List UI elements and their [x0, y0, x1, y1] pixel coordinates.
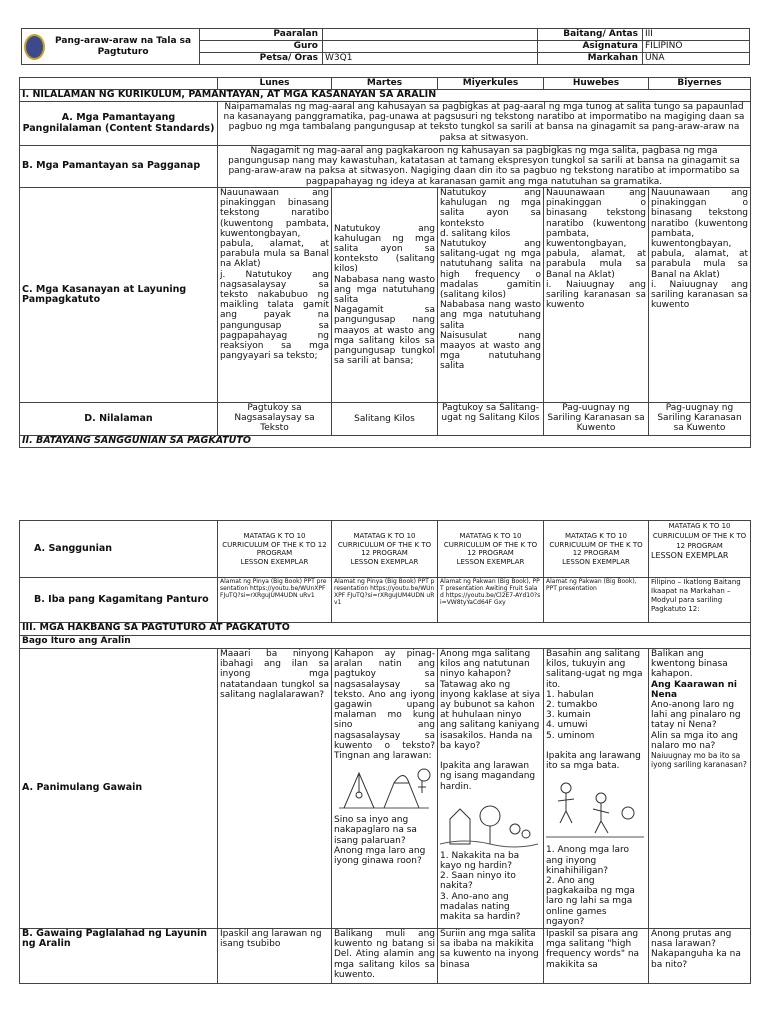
- section-2-heading: II. BATAYANG SANGGUNIAN SA PAGKATUTO: [20, 436, 751, 448]
- nilalaman-label: D. Nilalaman: [20, 403, 218, 436]
- sanggunian-huwebes: MATATAG K TO 10 CURRICULUM OF THE K TO 12 PROGRAM LESSON EXEMPLAR: [544, 521, 649, 578]
- asignatura-field[interactable]: FILIPINO: [643, 41, 750, 53]
- competencies-huwebes: Nauunawaan ang pinakinggan o binasang tekstong naratibo (kuwentong pambata, kuwentongbayan, pabula, alamat, at parabula mula sa Banal na Aklat) i. Naiuugnay ang sariling karanasan sa kuwento: [544, 188, 649, 403]
- sanggunian-biyernes-extra: LESSON EXEMPLAR: [651, 551, 729, 560]
- paaralan-label: Paaralan: [200, 29, 323, 41]
- panimulang-biyernes-questions: Ano-anong laro ng lahi ang pinalaro ng tatay ni Nena? Alin sa mga ito ang nalaro mo na?: [651, 700, 741, 751]
- iba-huwebes: Alamat ng Pakwan (Big Book), PPT presentation: [544, 578, 649, 623]
- paglalahad-huwebes: Ipaskil sa pisara ang mga salitang "high frequency words" na makikita sa: [544, 929, 649, 984]
- panimulang-huwebes: [544, 649, 649, 929]
- panimulang-martes: [332, 649, 438, 929]
- paglalahad-martes: Balikang muli ang kuwento ng batang si Del. Ating alamin ang mga salitang kilos sa kuwento.: [332, 929, 438, 984]
- competencies-label: C. Mga Kasanayan at Layuning Pampagkatuto: [20, 188, 218, 403]
- sanggunian-miyerkules: MATATAG K TO 10 CURRICULUM OF THE K TO 12 PROGRAM LESSON EXEMPLAR: [438, 521, 544, 578]
- day-lunes: Lunes: [218, 78, 332, 90]
- panimulang-lunes: Maaari ba ninyong ibahagi ang ilan sa inyong mga natatandaan tungkol sa salitang naglalarawan?: [218, 649, 332, 929]
- day-miyerkules: Miyerkules: [438, 78, 544, 90]
- panimulang-martes-intro: Kahapon ay pinag-aralan natin ang pagtukoy sa nagsasalaysay sa teksto. Ano ang iyong gagawin upang malaman mo kung sino ang nagsasalaysay sa kuwento o teksto? Tingnan ang larawan:: [334, 649, 435, 762]
- sanggunian-label: A. Sanggunian: [20, 521, 218, 578]
- competencies-lunes: Nauunawaan ang pinakinggan binasang tekstong naratibo (kuwentong pambata, kuwentongbayan, pabula, alamat, at parabula mula sa Banal na Aklat) j. Natutukoy ang nagsasalaysay sa teksto nakabubuo ng maikling talata gamit ang payak na pangungusap sa pagpapahayag ng reaksiyon sa mga pangyayari sa teksto;: [218, 188, 332, 403]
- dll-table-part1: [19, 77, 751, 448]
- paglalahad-lunes: Ipaskil ang larawan ng isang tsubibo: [218, 929, 332, 984]
- panimulang-miyerkules-questions: 1. Nakakita na ba kayo ng hardin? 2. Saan ninyo ito nakita? 3. Ano-ano ang madalas nating makita sa hardin?: [440, 850, 521, 923]
- day-huwebes: Huwebes: [544, 78, 649, 90]
- content-standards-text: Naipamamalas ng mag-aaral ang kahusayan sa pagbigkas at pag-aaral ng mga tunog at salita tungo sa papaunlad na kasanayang panggramatika, pag-unawa at pagsusuri ng tekstong naratibo at impormatibo na magiging daan sa pagbuo ng mga tambalang pangungusap at teksto tungkol sa sarili at bansa na ginagamit sa pang-araw-araw na paksa at sitwasyon.: [218, 102, 751, 146]
- iba-miyerkules: Alamat ng Pakwan (Big Book), PPT presentation Awiting Fruit Salad https://youtu.be/Cl2E7-AYd10?si=VW8tyYaCd64F Gxy: [438, 578, 544, 623]
- iba-martes: Alamat ng Pinya (Big Book) PPT presentation https://youtu.be/WUnXPF FJuTQ?si=rXRguJUM4UDN uRv1: [332, 578, 438, 623]
- baitang-label: Baitang/ Antas: [538, 29, 643, 41]
- section-3-heading: III. MGA HAKBANG SA PAGTUTURO AT PAGKATUTO: [20, 623, 751, 636]
- day-biyernes: Biyernes: [649, 78, 751, 90]
- baitang-field[interactable]: III: [643, 29, 750, 41]
- asignatura-label: Asignatura: [538, 41, 643, 53]
- panimulang-huwebes-questions: 1. Anong mga laro ang inyong kinahihiligan? 2. Ano ang pagkakaiba ng mga laro ng lahi sa mga online games ngayon?: [546, 845, 635, 927]
- petsa-field[interactable]: W3Q1: [323, 53, 538, 65]
- playground-illustration: [334, 763, 434, 813]
- paglalahad-layunin-label: B. Gawaing Paglalahad ng Layunin ng Aralin: [20, 929, 218, 984]
- sanggunian-biyernes-text: MATATAG K TO 10 CURRICULUM OF THE K TO 12 PROGRAM: [652, 522, 747, 550]
- dll-table-part2: [19, 520, 751, 984]
- sanggunian-biyernes: [649, 521, 751, 578]
- day-martes: Martes: [332, 78, 438, 90]
- competencies-biyernes: Nauunawaan ang pinakinggan o binasang tekstong naratibo (kuwentong pambata, kuwentongbayan, pabula, alamat, at parabula mula sa Banal na Aklat) i. Naiuugnay ang sariling karanasan sa kuwento: [649, 188, 751, 403]
- markahan-label: Markahan: [538, 53, 643, 65]
- paglalahad-miyerkules: Suriin ang mga salita sa ibaba na makikita sa kuwento na inyong binasa: [438, 929, 544, 984]
- panimulang-biyernes: [649, 649, 751, 929]
- markahan-field[interactable]: UNA: [643, 53, 750, 65]
- guro-field[interactable]: [323, 41, 538, 53]
- paaralan-field[interactable]: [323, 29, 538, 41]
- iba-lunes: Alamat ng Pinya (Big Book) PPT presentation https://youtu.be/WUnXPF FJuTQ?si=rXRguJUM4UDN uRv1: [218, 578, 332, 623]
- header-title: Pang-araw-araw na Tala sa Pagtuturo: [55, 35, 192, 57]
- competencies-miyerkules: Natutukoy ang kahulugan ng mga salita ayon sa konteksto d. salitang kilos Natutukoy ang salitang-ugat ng mga natutuhang salita na high frequency o madalas gamitin (salitang kilos) Nababasa nang wasto ang mga natutuhang salita Naisusulat nang maayos at wasto ang mga natutuhang salita: [438, 188, 544, 403]
- deped-seal-icon: [24, 34, 45, 60]
- petsa-label: Petsa/ Oras: [200, 53, 323, 65]
- content-standards-label: A. Mga Pamantayang Pangnilalaman (Content Standards): [20, 102, 218, 146]
- iba-pang-kagamitan-label: B. Iba pang Kagamitang Panturo: [20, 578, 218, 623]
- nilalaman-miyerkules: Pagtukoy sa Salitang-ugat ng Salitang Kilos: [438, 403, 544, 436]
- panimulang-miyerkules: [438, 649, 544, 929]
- panimulang-martes-questions: Sino sa inyo ang nakapaglaro na sa isang palaruan? Anong mga laro ang iyong ginawa roon?: [334, 815, 426, 867]
- panimulang-miyerkules-intro: Anong mga salitang kilos ang natutunan ninyo kahapon? Tatawag ako ng inyong kaklase at siya ay bubunot sa kahon at huhulaan ninyo ang salitang kaniyang isasakilos. Handa na ba kayo? Ipakita ang larawan ng isang magandang hardin.: [440, 649, 541, 792]
- story-title: Ang Kaarawan ni Nena: [651, 679, 738, 700]
- paglalahad-biyernes: Anong prutas ang nasa larawan? Nakapanguha ka na ba nito?: [649, 929, 751, 984]
- nilalaman-huwebes: Pag-uugnay ng Sariling Karanasan sa Kuwento: [544, 403, 649, 436]
- header-title-cell: [22, 29, 200, 65]
- corner-cell: [20, 78, 218, 90]
- garden-illustration: [440, 794, 538, 849]
- section-1-heading: I. NILALAMAN NG KURIKULUM, PAMANTAYAN, AT MGA KASANAYAN SA ARALIN: [20, 90, 751, 102]
- sanggunian-martes: MATATAG K TO 10 CURRICULUM OF THE K TO 12 PROGRAM LESSON EXEMPLAR: [332, 521, 438, 578]
- nilalaman-martes: Salitang Kilos: [332, 403, 438, 436]
- nilalaman-lunes: Pagtukoy sa Nagsasalaysay sa Teksto: [218, 403, 332, 436]
- performance-standards-text: Nagagamit ng mag-aaral ang pagkakaroon ng kahusayan sa pagbigkas ng mga salita, pagbasa ng mga pangungusap nang may kawastuhan, katatasan at tamang ekspresyon tungkol sa sarili at bansa na ginagamit sa pang-araw-araw na paksa at sitwasyon. Nagiging daan din ito sa pagbuo ng tekstong naratibo at impormatibo sa pagpapahayag ng ideya at karanasan gamit ang mga natutuhan sa gramatika.: [218, 146, 751, 188]
- panimulang-biyernes-intro: Balikan ang kwentong binasa kahapon.: [651, 649, 728, 680]
- bago-ituro-heading: Bago Ituro ang Aralin: [20, 636, 751, 649]
- performance-standards-label: B. Mga Pamantayan sa Pagganap: [20, 146, 218, 188]
- iba-biyernes: Filipino – Ikatlong Baitang Ikaapat na Markahan – Modyul para sariling Pagkatuto 12:: [649, 578, 751, 623]
- competencies-martes: Natutukoy ang kahulugan ng mga salita ayon sa konteksto (salitang kilos) Nababasa nang wasto ang mga natutuhang salita Nagagamit sa pangungusap nang maayos at wasto ang mga salitang kilos sa pangungusap tungkol sa sarili at bansa;: [332, 188, 438, 403]
- panimulang-huwebes-intro: Basahin ang salitang kilos, tukuyin ang salitang-ugat ng mga ito. 1. habulan 2. tumakbo 3. kumain 4. umuwi 5. uminom Ipakita ang larawang ito sa mga bata.: [546, 649, 643, 772]
- children-playing-illustration: [546, 773, 644, 843]
- panimulang-biyernes-reflection: Naiuugnay mo ba ito sa iyong sariling karanasan?: [651, 751, 747, 770]
- sanggunian-lunes: MATATAG K TO 10 CURRICULUM OF THE K TO 12 PROGRAM LESSON EXEMPLAR: [218, 521, 332, 578]
- panimulang-gawain-label: A. Panimulang Gawain: [20, 649, 218, 929]
- header-table: [21, 28, 750, 65]
- guro-label: Guro: [200, 41, 323, 53]
- nilalaman-biyernes: Pag-uugnay ng Sariling Karanasan sa Kuwento: [649, 403, 751, 436]
